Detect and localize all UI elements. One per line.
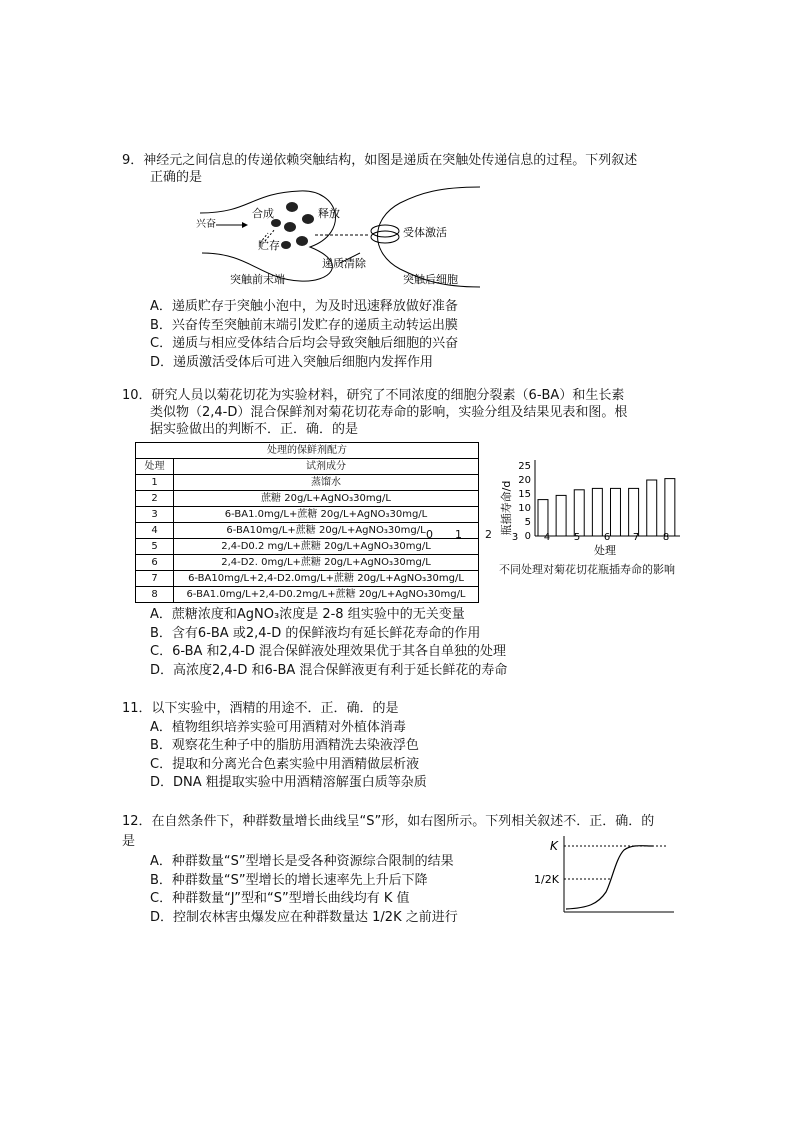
bar bbox=[556, 495, 566, 536]
table-cell: 4 bbox=[136, 523, 174, 539]
pre-label: 突触前末端 bbox=[230, 273, 285, 286]
bar bbox=[611, 488, 621, 536]
lifespan-bar-chart bbox=[495, 450, 705, 562]
release-label: 释放 bbox=[318, 207, 340, 220]
q12-stem-line2: 是 bbox=[122, 834, 136, 849]
bar bbox=[574, 490, 584, 536]
q9-option-b: B．兴奋传至突触前末端引发贮存的递质主动转运出膜 bbox=[150, 318, 458, 333]
y-tick-label: 15 bbox=[518, 489, 531, 500]
bar bbox=[665, 479, 675, 536]
q11-option-a: A．植物组织培养实验可用酒精对外植体消毒 bbox=[150, 720, 406, 735]
table-header-cell: 处理 bbox=[136, 459, 174, 475]
q11-stem: 11．以下实验中，酒精的用途不．正．确．的是 bbox=[122, 701, 399, 716]
bar bbox=[592, 488, 602, 536]
table-title: 处理的保鲜剂配方 bbox=[136, 443, 479, 459]
recipe-table bbox=[135, 442, 479, 603]
y-tick-label: 10 bbox=[518, 503, 531, 514]
table-cell: 3 bbox=[136, 507, 174, 523]
table-row bbox=[136, 475, 479, 491]
q10-option-b: B．含有6-BA 或2,4-D 的保鲜液均有延长鲜花寿命的作用 bbox=[150, 626, 481, 641]
bar bbox=[647, 480, 657, 536]
table-cell: 7 bbox=[136, 571, 174, 587]
s-curve bbox=[566, 846, 653, 909]
table-row bbox=[136, 491, 479, 507]
q12-option-d: D．控制农林害虫爆发应在种群数量达 1/2K 之前进行 bbox=[150, 910, 458, 925]
y-tick-label: 25 bbox=[518, 461, 531, 472]
q11-option-d: D．DNA 粗提取实验中用酒精溶解蛋白质等杂质 bbox=[150, 775, 427, 790]
table-cell: 6-BA10mg/L+2,4-D2.0mg/L+蔗糖 20g/L+AgNO₃30mg/L bbox=[174, 571, 479, 587]
table-row bbox=[136, 507, 479, 523]
q9-option-c: C．递质与相应受体结合后均会导致突触后细胞的兴奋 bbox=[150, 336, 459, 351]
q10-stem-line3: 据实验做出的判断不．正．确．的是 bbox=[150, 422, 359, 437]
q10-option-c: C．6-BA 和2,4-D 混合保鲜液处理效果优于其各自单独的处理 bbox=[150, 644, 507, 659]
stray-tick-0: 0 bbox=[426, 528, 433, 541]
y-axis-label: 瓶插寿命/d bbox=[500, 480, 513, 536]
x-tick-label: 7 bbox=[632, 532, 640, 543]
q10-option-d: D．高浓度2,4-D 和6-BA 混合保鲜液更有利于延长鲜花的寿命 bbox=[150, 663, 508, 678]
table-cell: 2,4-D0.2 mg/L+蔗糖 20g/L+AgNO₃30mg/L bbox=[174, 539, 479, 555]
stray-tick-1: 1 bbox=[455, 528, 462, 541]
x-tick-label: 4 bbox=[543, 532, 551, 543]
q10-stem-line1: 10．研究人员以菊花切花为实验材料，研究了不同浓度的细胞分裂素（6-BA）和生长素 bbox=[122, 388, 625, 403]
k-label: K bbox=[550, 839, 558, 853]
half-k-label: 1/2K bbox=[534, 873, 559, 886]
post-label: 突触后细胞 bbox=[403, 273, 458, 286]
store-label: 贮存 bbox=[258, 239, 280, 252]
bar bbox=[538, 500, 548, 536]
x-tick-label: 5 bbox=[573, 532, 581, 543]
q11-option-b: B．观察花生种子中的脂肪用酒精洗去染液浮色 bbox=[150, 738, 419, 753]
table-row bbox=[136, 555, 479, 571]
clear-label: 递质清除 bbox=[322, 257, 366, 270]
q12-option-a: A．种群数量“S”型增长是受各种资源综合限制的结果 bbox=[150, 854, 454, 869]
synth-label: 合成 bbox=[252, 207, 274, 220]
x-tick-label: 3 bbox=[511, 532, 519, 543]
table-cell: 5 bbox=[136, 539, 174, 555]
q9-stem-line2: 正确的是 bbox=[150, 170, 203, 185]
x-tick-label: 6 bbox=[603, 532, 611, 543]
q10-stem-line2: 类似物（2,4-D）混合保鲜剂对菊花切花寿命的影响，实验分组及结果见表和图。根 bbox=[150, 405, 628, 420]
q9-stem-line1: 9．神经元之间信息的传递依赖突触结构，如图是递质在突触处传递信息的过程。下列叙述 bbox=[122, 153, 638, 168]
bar bbox=[629, 488, 639, 536]
table-row bbox=[136, 587, 479, 603]
x-axis-label: 处理 bbox=[594, 544, 616, 557]
table-cell: 2,4-D2. 0mg/L+蔗糖 20g/L+AgNO₃30mg/L bbox=[174, 555, 479, 571]
receptor-label: 受体激活 bbox=[403, 226, 447, 239]
s-curve-figure bbox=[528, 832, 678, 918]
stray-tick-2: 2 bbox=[485, 528, 492, 541]
table-cell: 6-BA1.0mg/L+2,4-D0.2mg/L+蔗糖 20g/L+AgNO₃30mg/L bbox=[174, 587, 479, 603]
q10-option-a: A．蔗糖浓度和AgNO₃浓度是 2-8 组实验中的无关变量 bbox=[150, 607, 465, 622]
q12-stem-line1: 12．在自然条件下，种群数量增长曲线呈“S”形，如右图所示。下列相关叙述不．正．确．的 bbox=[122, 814, 655, 829]
y-tick-label: 0 bbox=[524, 531, 531, 542]
chart-caption: 不同处理对菊花切花瓶插寿命的影响 bbox=[499, 563, 675, 576]
table-cell: 6 bbox=[136, 555, 174, 571]
y-tick-label: 20 bbox=[518, 475, 531, 486]
synapse-figure bbox=[190, 183, 490, 290]
table-cell: 2 bbox=[136, 491, 174, 507]
table-cell: 蒸馏水 bbox=[174, 475, 479, 491]
q11-option-c: C．提取和分离光合色素实验中用酒精做层析液 bbox=[150, 757, 420, 772]
q9-option-d: D．递质激活受体后可进入突触后细胞内发挥作用 bbox=[150, 355, 434, 370]
table-cell: 蔗糖 20g/L+AgNO₃30mg/L bbox=[174, 491, 479, 507]
q9-option-a: A．递质贮存于突触小泡中，为及时迅速释放做好准备 bbox=[150, 299, 458, 314]
q12-option-b: B．种群数量“S”型增长的增长速率先上升后下降 bbox=[150, 873, 428, 888]
table-cell: 6-BA10mg/L+蔗糖 20g/L+AgNO₃30mg/L bbox=[174, 523, 479, 539]
table-header-cell: 试剂成分 bbox=[174, 459, 479, 475]
table-cell: 8 bbox=[136, 587, 174, 603]
table-cell: 1 bbox=[136, 475, 174, 491]
table-row bbox=[136, 571, 479, 587]
q12-option-c: C．种群数量“J”型和“S”型增长曲线均有 K 值 bbox=[150, 891, 410, 906]
table-cell: 6-BA1.0mg/L+蔗糖 20g/L+AgNO₃30mg/L bbox=[174, 507, 479, 523]
x-tick-label: 8 bbox=[662, 532, 670, 543]
excite-label: 兴奋 bbox=[196, 219, 216, 230]
y-tick-label: 5 bbox=[524, 517, 531, 528]
